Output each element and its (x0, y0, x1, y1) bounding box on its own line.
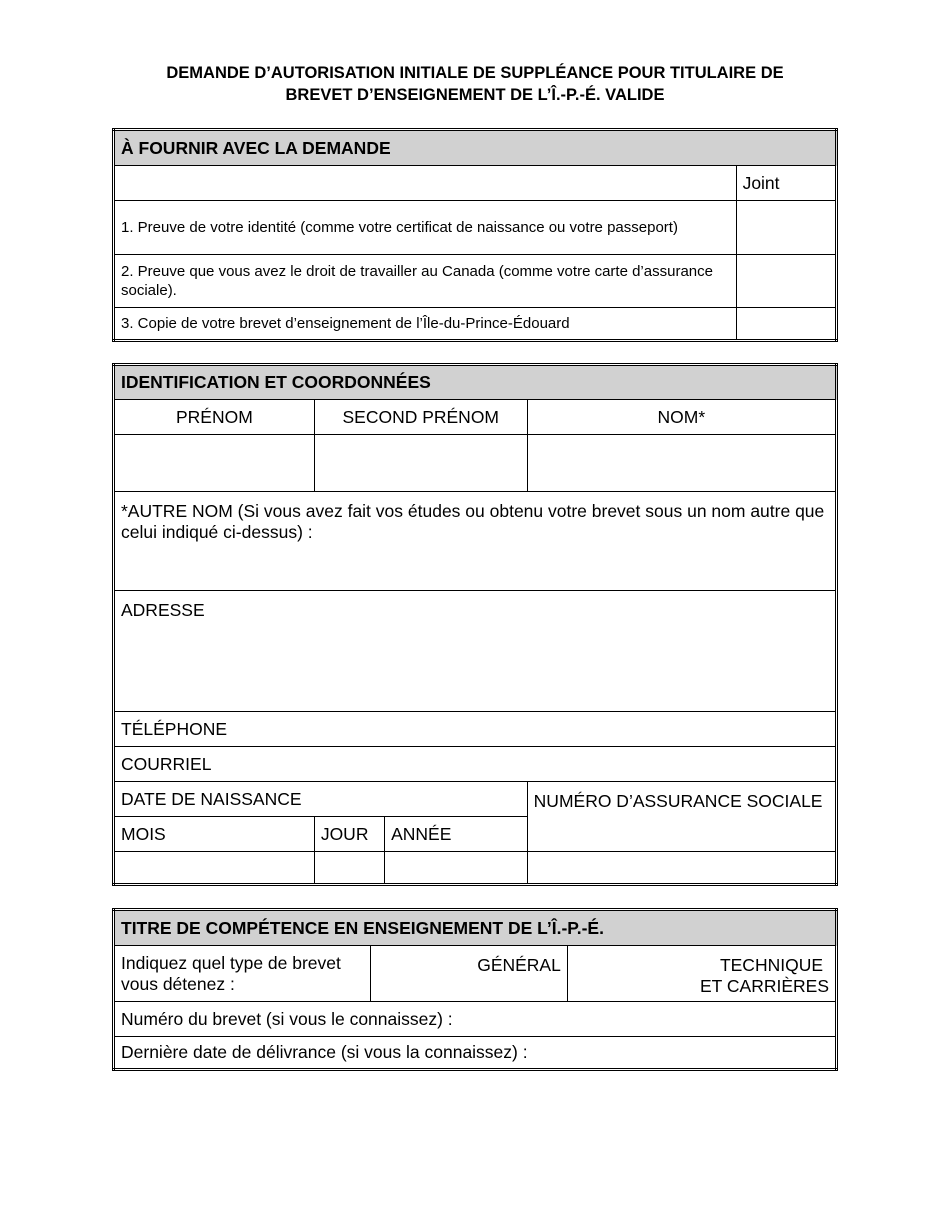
general-option[interactable] (371, 946, 568, 1002)
mois-field[interactable] (114, 852, 315, 885)
prenom-field[interactable] (114, 435, 315, 492)
prenom-label: PRÉNOM (114, 400, 315, 435)
form-title-line-2: BREVET D’ENSEIGNEMENT DE L’Î.-P.-É. VALIDE (285, 86, 665, 104)
joint-checkbox-identity[interactable] (736, 201, 836, 255)
adresse-label: ADRESSE (121, 600, 205, 620)
documents-header: À FOURNIR AVEC LA DEMANDE (114, 130, 837, 166)
type-brevet-label: Indiquez quel type de brevet vous détenez : (114, 946, 371, 1002)
documents-table (112, 128, 838, 342)
document-item-teaching-certificate: 3. Copie de votre brevet d’enseignement de l’Île-du-Prince-Édouard (114, 308, 737, 341)
derniere-date-label: Dernière date de délivrance (si vous la connaissez) : (121, 1042, 528, 1062)
second-prenom-field[interactable] (314, 435, 527, 492)
second-prenom-label: SECOND PRÉNOM (314, 400, 527, 435)
nas-field[interactable] (527, 852, 836, 885)
technique-label-line-2: ET CARRIÈRES (699, 976, 829, 996)
identification-header: IDENTIFICATION ET COORDONNÉES (114, 365, 837, 400)
joint-column-header: Joint (736, 166, 836, 201)
titre-competence-header: TITRE DE COMPÉTENCE EN ENSEIGNEMENT DE L’Î.-P.-É. (114, 910, 837, 946)
document-item-identity: 1. Preuve de votre identité (comme votre certificat de naissance ou votre passeport) (114, 201, 737, 255)
numero-brevet-label: Numéro du brevet (si vous le connaissez) : (121, 1008, 453, 1029)
autre-nom-label: *AUTRE NOM (Si vous avez fait vos études ou obtenu votre brevet sous un nom autre que celui indiqué ci-dessus) : (121, 501, 825, 542)
technique-option[interactable] (567, 946, 836, 1002)
numero-brevet-field[interactable] (114, 1002, 837, 1037)
derniere-date-field[interactable] (114, 1037, 837, 1070)
identification-table (112, 363, 838, 886)
document-item-work-permit: 2. Preuve que vous avez le droit de travailler au Canada (comme votre carte d’assurance sociale). (114, 255, 737, 308)
nas-label: NUMÉRO D’ASSURANCE SOCIALE (527, 782, 836, 852)
general-label: GÉNÉRAL (477, 955, 561, 975)
mois-label: MOIS (114, 817, 315, 852)
documents-blank-cell (114, 166, 737, 201)
joint-checkbox-work-permit[interactable] (736, 255, 836, 308)
autre-nom-field[interactable] (114, 492, 837, 591)
nom-field[interactable] (527, 435, 836, 492)
telephone-label: TÉLÉPHONE (121, 718, 227, 739)
courriel-field[interactable] (114, 747, 837, 782)
telephone-field[interactable] (114, 712, 837, 747)
joint-checkbox-teaching-certificate[interactable] (736, 308, 836, 341)
adresse-field[interactable] (114, 591, 837, 712)
form-title (0, 62, 950, 106)
nom-label: NOM* (527, 400, 836, 435)
titre-competence-table (112, 908, 838, 1071)
annee-field[interactable] (385, 852, 528, 885)
courriel-label: COURRIEL (121, 753, 212, 774)
date-naissance-label: DATE DE NAISSANCE (114, 782, 528, 817)
annee-label: ANNÉE (385, 817, 528, 852)
form-title-line-1: DEMANDE D’AUTORISATION INITIALE DE SUPPLÉANCE POUR TITULAIRE DE (166, 64, 784, 82)
jour-label: JOUR (314, 817, 384, 852)
jour-field[interactable] (314, 852, 384, 885)
technique-label-line-1: TECHNIQUE (719, 955, 823, 975)
